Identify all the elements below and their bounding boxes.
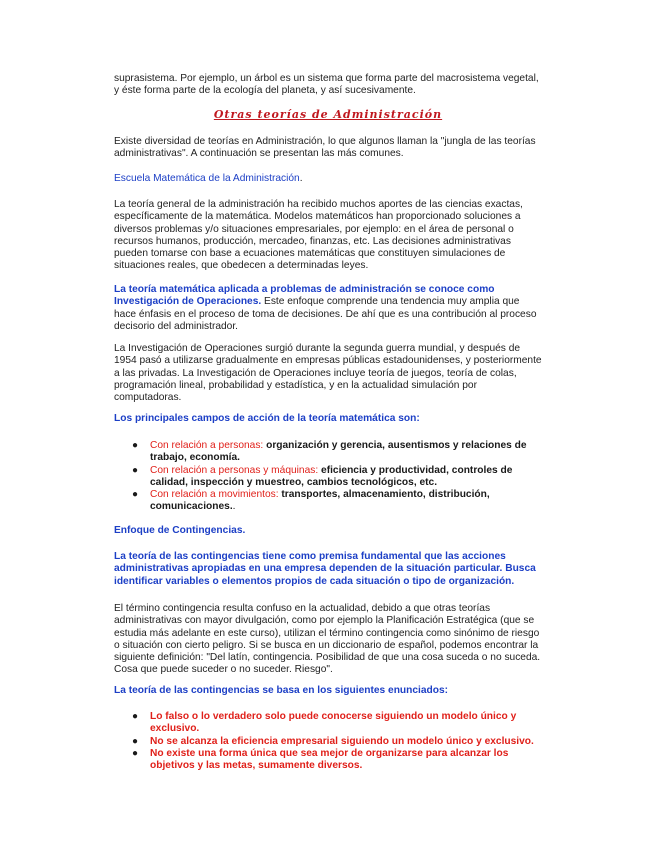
statements-heading: La teoría de las contingencias se basa en los siguientes enunciados:: [114, 685, 449, 696]
list-item: [114, 465, 542, 490]
school-heading: [114, 173, 542, 185]
school-body-paragraph: La teoría general de la administración ha recibido muchos aportes de las ciencias exactas, específicamente de la matemática. Modelos matemáticos han proporcionado soluciones a diversos problemas y/o situaciones empresariales, por ejemplo: en el área de personal o recursos humanos, producción, mercadeo, finanzas, etc. Las decisiones administrativas pueden tomarse con base a ecuaciones matemáticas que constituyen simulaciones de situaciones reales, que obedecen a determinadas leyes.: [114, 199, 523, 272]
section-intro-paragraph: Existe diversidad de teorías en Administración, lo que algunos llaman la "jungla de las teorías administrativas". A continuación se presentan las más comunes.: [114, 136, 536, 160]
bullet-icon: ●: [132, 440, 139, 451]
section-title: Otras teorías de Administración: [213, 108, 443, 121]
field-text: organización y gerencia, ausentismos y relaciones de trabajo, economía.: [150, 440, 527, 464]
list-item: [114, 748, 542, 773]
list-item: [114, 489, 542, 514]
contingency-premise: La teoría de las contingencias tiene como premisa fundamental que las acciones administrativas apropiadas en una empresa dependen de la situación particular. Busca identificar variables o elementos propios de cada situación o tipo de organización.: [114, 551, 536, 587]
school-heading-text: Escuela Matemática de la Administración: [114, 173, 300, 184]
field-text: transportes, almacenamiento, distribución, comunicaciones.: [150, 489, 490, 513]
list-item: [114, 440, 542, 465]
bullet-icon: ●: [132, 747, 139, 759]
intro-paragraph: suprasistema. Por ejemplo, un árbol es un sistema que forma parte del macrosistema vegetal, y éste forma parte de la ecología del planeta, y así sucesivamente.: [114, 73, 539, 97]
operations-research-history: La Investigación de Operaciones surgió durante la segunda guerra mundial, y después de 1954 pasó a utilizarse gradualmente en empresas públicas estadounidenses, y posteriormente a las privadas. La Investigación de Operaciones incluye teoría de juegos, teoría de colas, programación lineal, probabilidad y estadística, y en la actualidad simulación por computadoras.: [114, 343, 542, 404]
school-heading-dot: .: [299, 173, 303, 184]
field-suffix: .: [232, 501, 236, 513]
list-item: [114, 736, 542, 748]
statement-text: Lo falso o lo verdadero solo puede conocerse siguiendo un modelo único y exclusivo.: [150, 711, 517, 735]
field-label: Con relación a movimientos:: [150, 489, 279, 501]
operations-research-paragraph: [114, 284, 542, 333]
field-label: Con relación a personas:: [150, 440, 264, 451]
bullet-icon: ●: [132, 489, 139, 501]
contingency-body: El término contingencia resulta confuso en la actualidad, debido a que otras teorías administrativas con mayor divulgación, como por ejemplo la Planificación Estratégica (que se estudia más adelante en este curso), utilizan el término contingencia como sinónimo de riesgo o situación con cierto peligro. Si se busca en un diccionario de español, podemos encontrar la siguiente definición: "Del latín, contingencia. Posibilidad de que una cosa suceda o no suceda. Cosa que puede suceder o no suceder. Riesgo".: [114, 603, 541, 676]
list-item: [114, 711, 542, 736]
operations-research-lead: La teoría matemática aplicada a problemas de administración se conoce como Investigación de Operaciones.: [114, 284, 495, 308]
contingency-heading: Enfoque de Contingencias.: [114, 525, 246, 536]
bullet-icon: ●: [132, 464, 139, 476]
field-text: eficiencia y productividad, controles de calidad, inspección y muestreo, cambios tecnológicos, etc.: [150, 464, 513, 488]
fields-heading: Los principales campos de acción de la teoría matemática son:: [114, 413, 420, 424]
fields-list: [114, 440, 542, 514]
operations-research-rest: Este enfoque comprende una tendencia muy amplia que hace énfasis en el proceso de toma de decisiones. De ahí que es una contribución al proceso decisorio del administrador.: [114, 296, 537, 332]
statements-list: [114, 711, 542, 772]
statement-text: No existe una forma única que sea mejor de organizarse para alcanzar los objetivos y las metas, sumamente diversos.: [150, 747, 509, 772]
bullet-icon: ●: [132, 735, 139, 747]
field-label: Con relación a personas y máquinas:: [150, 464, 319, 476]
statement-text: No se alcanza la eficiencia empresarial siguiendo un modelo único y exclusivo.: [150, 735, 534, 747]
bullet-icon: ●: [132, 711, 139, 722]
